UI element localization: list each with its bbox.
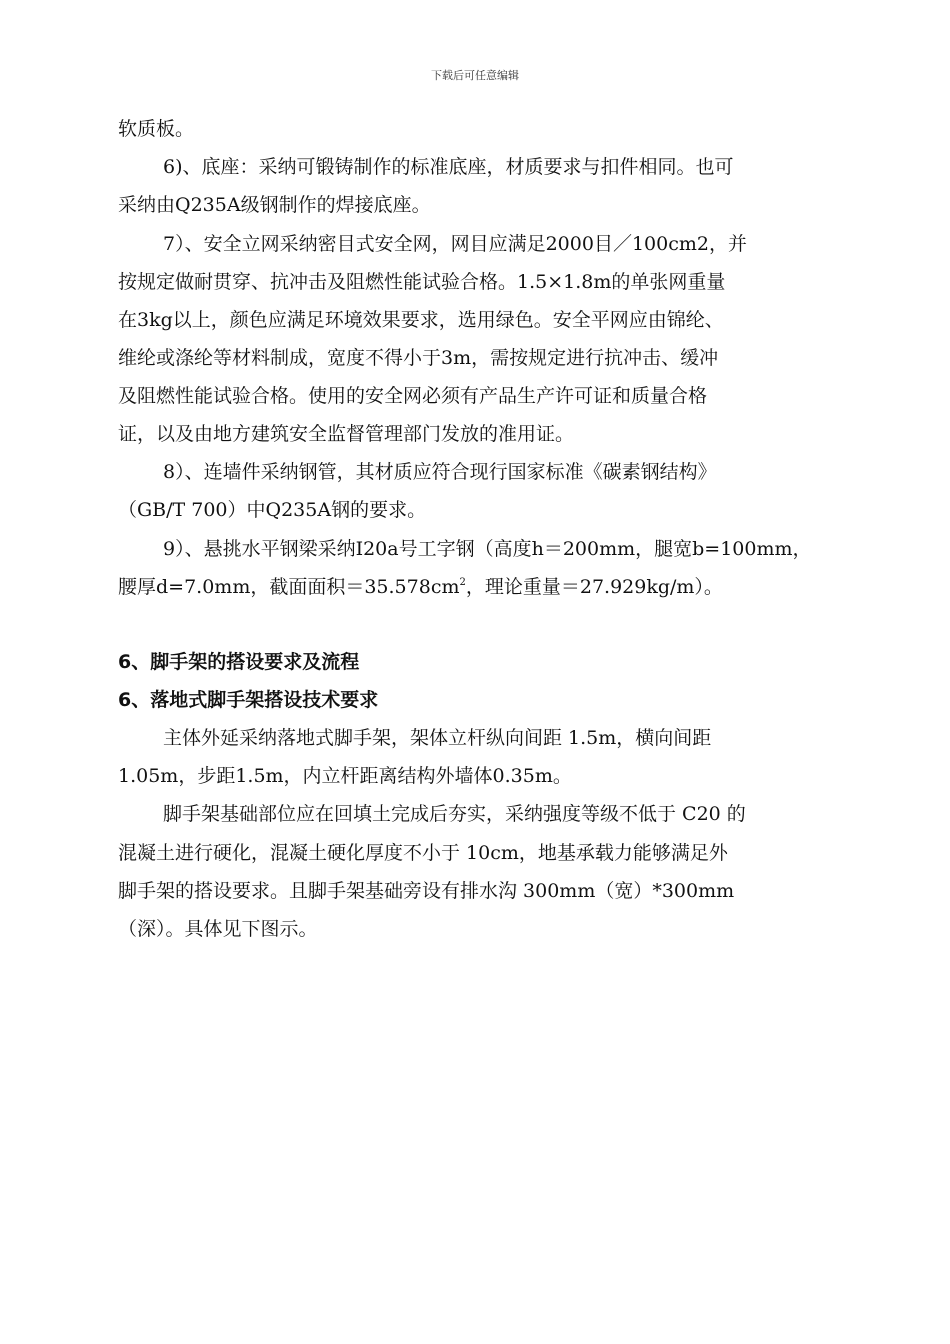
paragraph-line [118,572,723,602]
paragraph-line: 主体外延采纳落地式脚手架，架体立杆纵向间距 1.5m，横向间距 [163,727,712,749]
paragraph-line: 及阻燃性能试验合格。使用的安全网必须有产品生产许可证和质量合格 [118,385,708,407]
paragraph-line: （GB/T 700）中Q235A钢的要求。 [118,499,427,521]
page-header: 下载后可任意编辑 [431,69,519,82]
paragraph-line: 9）、悬挑水平钢梁采纳I20a号工字钢（高度h＝200mm，腿宽b=100mm， [163,538,812,560]
paragraph-line: 1.05m，步距1.5m，内立杆距离结构外墙体0.35m。 [118,765,572,787]
paragraph-line: （深）。具体见下图示。 [118,918,318,940]
paragraph-line: 混凝土进行硬化，混凝土硬化厚度不小于 10cm，地基承载力能够满足外 [118,842,728,864]
paragraph-line: 7）、安全立网采纳密目式安全网，网目应满足2000目／100cm2，并 [163,233,747,255]
subsection-heading: 6、落地式脚手架搭设技术要求 [118,689,379,711]
paragraph-line: 6)、底座：采纳可锻铸制作的标准底座，材质要求与扣件相同。也可 [163,156,734,178]
paragraph-line: 在3kg以上，颜色应满足环境效果要求，选用绿色。安全平网应由锦纶、 [118,309,724,331]
paragraph-line: 软质板。 [118,118,195,140]
paragraph-line: 8）、连墙件采纳钢管，其材质应符合现行国家标准《碳素钢结构》 [163,461,717,483]
paragraph-line: 按规定做耐贯穿、抗冲击及阻燃性能试验合格。1.5×1.8m的单张网重量 [118,271,726,293]
paragraph-line: 采纳由Q235A级钢制作的焊接底座。 [118,194,431,216]
superscript: 2 [459,577,466,588]
line-text-after: ，理论重量＝27.929kg/m）。 [465,576,723,598]
line-text-before: 腰厚d=7.0mm，截面面积＝35.578cm [118,576,460,598]
section-heading: 6、脚手架的搭设要求及流程 [118,651,360,673]
paragraph-line: 脚手架的搭设要求。且脚手架基础旁设有排水沟 300mm（宽）*300mm [118,880,735,902]
paragraph-line: 维纶或涤纶等材料制成，宽度不得小于3m，需按规定进行抗冲击、缓冲 [118,347,719,369]
paragraph-line: 脚手架基础部位应在回填土完成后夯实，采纳强度等级不低于 C20 的 [163,803,746,825]
paragraph-line: 证，以及由地方建筑安全监督管理部门发放的准用证。 [118,423,575,445]
